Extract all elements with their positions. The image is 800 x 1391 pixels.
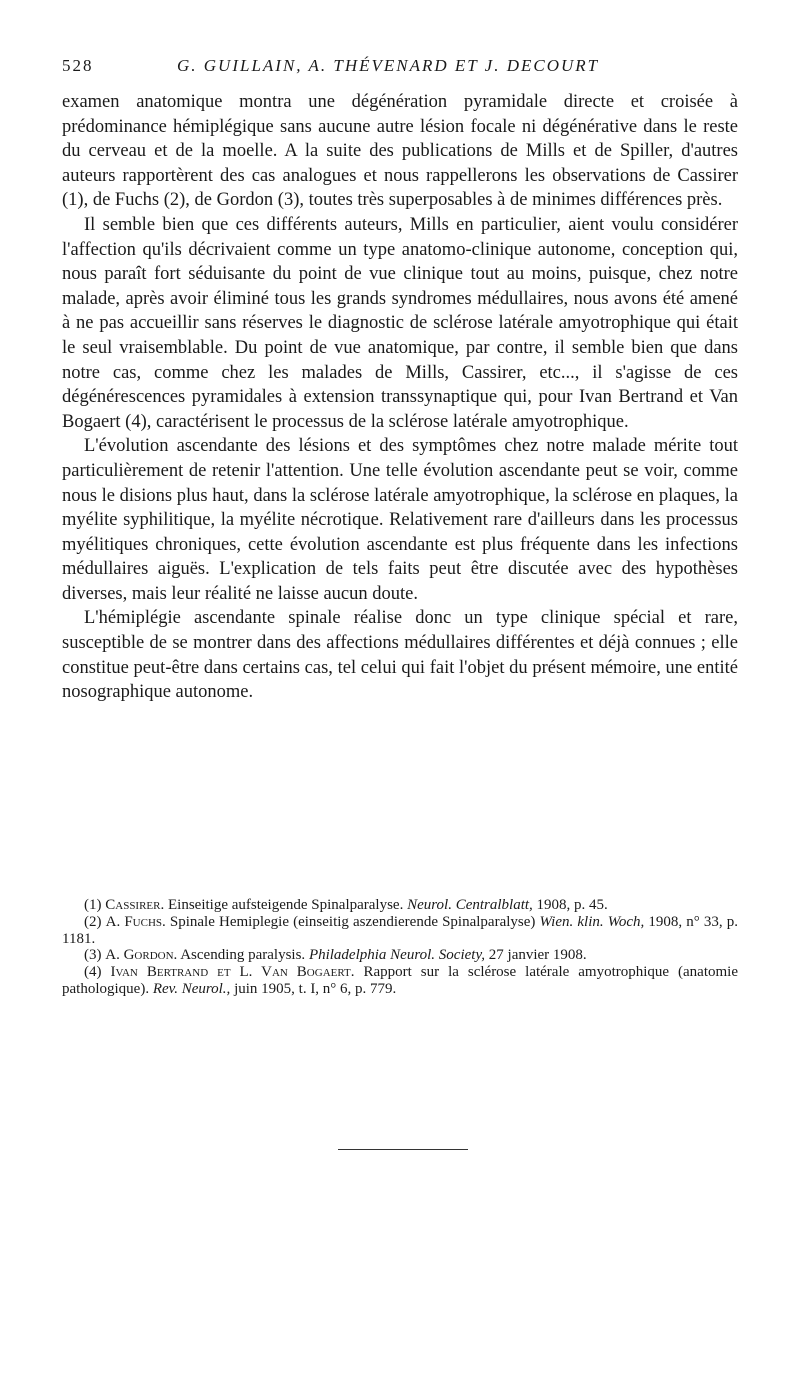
footnote-journal: Neurol. Centralblatt,	[407, 897, 533, 913]
footnote-author: A. Fuchs.	[105, 913, 166, 930]
footnotes	[62, 897, 738, 998]
end-rule	[338, 1149, 468, 1150]
footnote-author: Cassirer.	[105, 897, 165, 913]
footnote-ref: 1908, p. 45.	[532, 897, 608, 913]
footnote-author: A. Gordon.	[105, 947, 178, 964]
footnote-title: Spinale Hemiplegie (einseitig aszendierende Spinalparalyse)	[165, 913, 540, 930]
footnote-number: (2)	[84, 913, 102, 930]
paragraph-3: L'évolution ascendante des lésions et des symptômes chez notre malade mérite tout particulièrement de retenir l'attention. Une telle évolution ascendante peut se voir, comme nous le disions plus haut, dans la sclérose latérale amyotrophique, la sclérose en plaques, la myélite syphilitique, la myélite nécrotique. Relativement rare d'ailleurs dans les processus myélitiques chroniques, cette évolution ascendante est plus fréquente dans les infections médullaires aiguës. L'explication de tels faits peut être discutée avec des hypothèses diverses, mais leur réalité ne laisse aucun doute.	[62, 436, 738, 604]
footnote-3	[62, 947, 738, 964]
running-header	[62, 56, 738, 82]
footnote-journal: Wien. klin. Woch,	[539, 913, 645, 930]
footnote-number: (4)	[84, 964, 102, 981]
paragraph-1: examen anatomique montra une dégénération pyramidale directe et croisée à prédominance hémiplégique sans aucune autre lésion focale ni dégénérative dans le reste du cerveau et de la moelle. A la suite des publications de Mills et de Spiller, d'autres auteurs rapportèrent des cas analogues et nous rappellerons les observations de Cassirer (1), de Fuchs (2), de Gordon (3), toutes très superposables à de minimes différences près.	[62, 92, 738, 211]
footnote-ref: 27 janvier 1908.	[485, 947, 587, 964]
footnote-ref: 1908, n° 33, p. 1181.	[62, 913, 738, 947]
running-title: G. GUILLAIN, A. THÉVENARD ET J. DECOURT	[177, 56, 600, 75]
footnote-ref: juin 1905, t. I, n° 6, p. 779.	[230, 980, 397, 997]
paragraph-4: L'hémiplégie ascendante spinale réalise donc un type clinique spécial et rare, susceptible de se montrer dans des affections médullaires différentes et déjà connues ; elle constitue peut-être dans certains cas, tel celui qui fait l'objet du présent mémoire, une entité nosographique autonome.	[62, 608, 738, 703]
footnote-title: Ascending paralysis.	[177, 947, 309, 964]
footnote-journal: Rev. Neurol.,	[152, 980, 231, 997]
footnote-title: Einseitige aufsteigende Spinalparalyse.	[164, 897, 408, 913]
body-text	[62, 90, 738, 705]
footnote-title: Rapport sur la sclérose latérale amyotrophique (anatomie pathologique).	[62, 964, 738, 997]
footnote-journal: Philadelphia Neurol. Society,	[308, 947, 486, 964]
page-number: 528	[62, 56, 94, 75]
footnote-number: (1)	[84, 897, 102, 913]
footnote-number: (3)	[84, 947, 102, 964]
footnote-1	[62, 897, 738, 914]
footnote-2	[62, 914, 738, 948]
footnote-author: Ivan Bertrand et L. Van Bogaert.	[110, 964, 355, 981]
paragraph-2: Il semble bien que ces différents auteurs, Mills en particulier, aient voulu considérer l'affection qu'ils décrivaient comme un type anatomo-clinique autonome, conception qui, nous paraît fort séduisante du point de vue clinique tout au moins, puisque, chez notre malade, après avoir éliminé tous les grands syndromes médullaires, nous avons été amené à ne pas accueillir sans réserves le diagnostic de sclérose latérale amyotrophique qui était le seul vraisemblable. Du point de vue anatomique, par contre, il semble bien que dans notre cas, comme chez les malades de Mills, Cassirer, etc..., il s'agisse de ces dégénérescences pyramidales à extension transsynaptique qui, pour Ivan Bertrand et Van Bogaert (4), caractérisent le processus de la sclérose latérale amyotrophique.	[62, 214, 738, 432]
footnote-4	[62, 964, 738, 998]
